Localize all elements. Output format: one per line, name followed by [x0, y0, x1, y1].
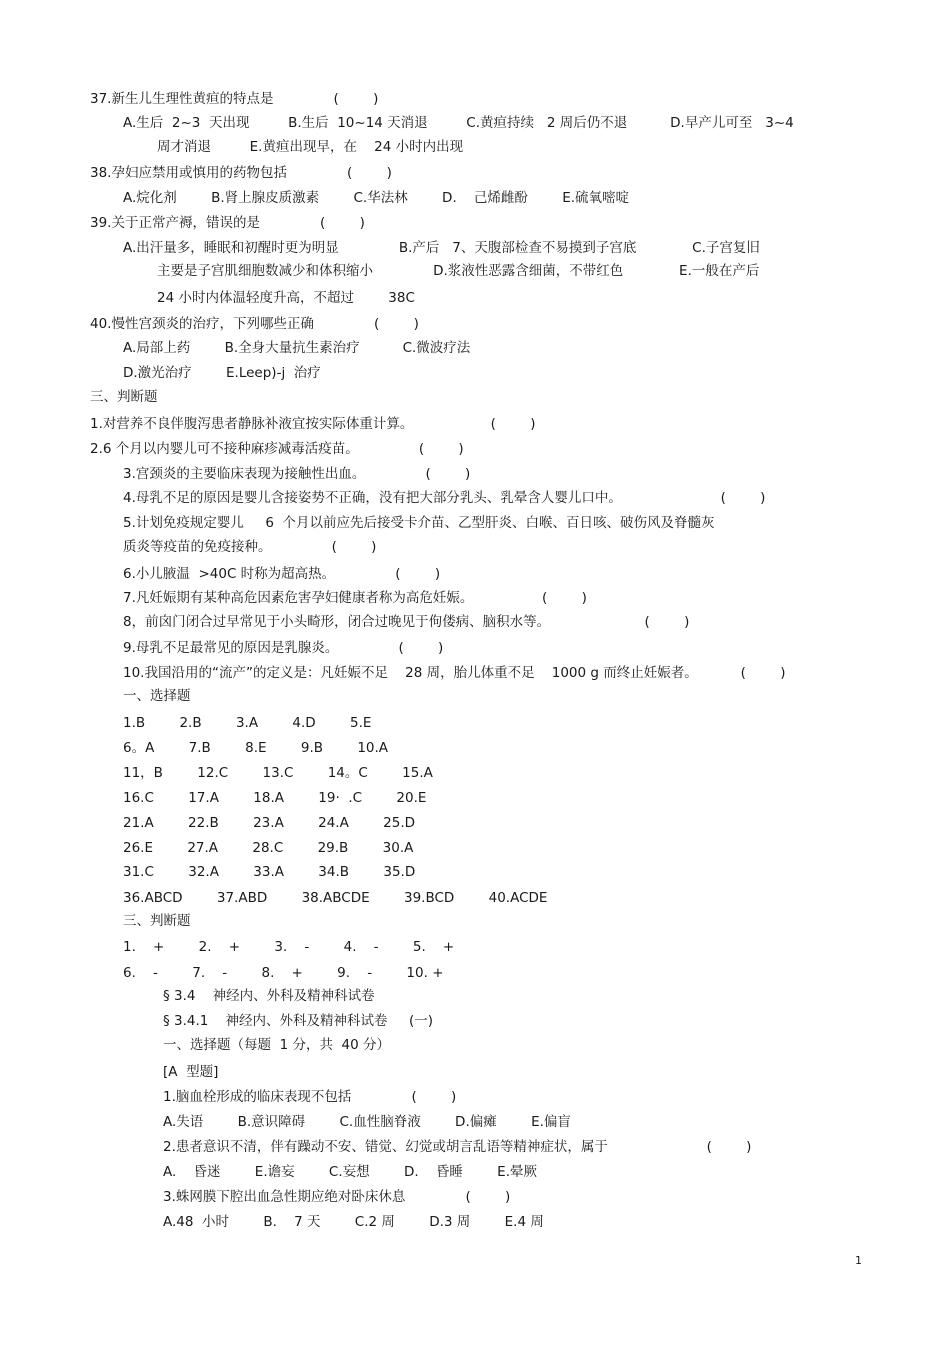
page-number: 1: [855, 1254, 862, 1267]
question-40: 40.慢性宫颈炎的治疗，下列哪些正确 ( ): [90, 316, 419, 332]
judgment-2: 2.6 个月以内婴儿可不接种麻疹减毒活疫苗。 ( ): [90, 441, 464, 457]
answer-row-5: 21.A 22.B 23.A 24.A 25.D: [123, 815, 416, 831]
judgment-3: 3.宫颈炎的主要临床表现为接触性出血。 ( ): [123, 466, 471, 482]
judgment-8: 8，前囟门闭合过早常见于小头畸形，闭合过晚见于佝偻病、脑积水等。 ( ): [123, 614, 690, 630]
answer-row-2: 6。A 7.B 8.E 9.B 10.A: [123, 740, 389, 756]
answer-row-6: 26.E 27.A 28.C 29.B 30.A: [123, 840, 414, 856]
neuro-question-2: 2.患者意识不清，伴有躁动不安、错觉、幻觉或胡言乱语等精神症状，属于 ( ): [163, 1139, 752, 1155]
question-37: 37.新生儿生理性黄疸的特点是 ( ): [90, 91, 379, 107]
judgment-5-cont: 质炎等疫苗的免疫接种。 ( ): [123, 539, 377, 555]
question-40-options: A.局部上药 B.全身大量抗生素治疗 C.微波疗法: [123, 340, 471, 356]
question-39-options-cont2: 24 小时内体温轻度升高，不超过 38C: [157, 290, 415, 306]
section-heading-judgment: 三、判断题: [90, 389, 158, 405]
answer-row-1: 1.B 2.B 3.A 4.D 5.E: [123, 715, 372, 731]
question-39: 39.关于正常产褥，错误的是 ( ): [90, 215, 365, 231]
neuro-question-3-options: A.48 小时 B. 7 天 C.2 周 D.3 周 E.4 周: [163, 1214, 544, 1230]
neuro-question-1-options: A.失语 B.意识障碍 C.血性脑脊液 D.偏瘫 E.偏盲: [163, 1114, 571, 1130]
judgment-5: 5.计划免疫规定婴儿 6 个月以前应先后接受卡介苗、乙型肝炎、白喉、百日咳、破伤风及脊髓灰: [123, 515, 715, 531]
answer-row-4: 16.C 17.A 18.A 19· .C 20.E: [123, 790, 427, 806]
neuro-question-2-options: A. 昏迷 E.谵妄 C.妄想 D. 昏睡 E.晕厥: [163, 1164, 537, 1180]
judgment-7: 7.凡妊娠期有某种高危因素危害孕妇健康者称为高危妊娠。 ( ): [123, 590, 587, 606]
section-3-4-title: § 3.4 神经内、外科及精神科试卷: [163, 988, 375, 1004]
answer-row-7: 31.C 32.A 33.A 34.B 35.D: [123, 864, 416, 880]
question-37-options: A.生后 2~3 天出现 B.生后 10~14 天消退 C.黄疸持续 2 周后仍不退 D.早产儿可至 3~4: [123, 115, 794, 131]
neuro-question-1: 1.脑血栓形成的临床表现不包括 ( ): [163, 1089, 457, 1105]
question-38-options: A.烷化剂 B.肾上腺皮质激素 C.华法林 D. 己烯雌酚 E.硫氧嘧啶: [123, 190, 630, 206]
judgment-10: 10.我国沿用的“流产”的定义是：凡妊娠不足 28 周，胎儿体重不足 1000 g 而终止妊娠者。 ( ): [123, 665, 786, 681]
type-a-heading: [A 型题]: [163, 1064, 219, 1080]
neuro-question-3: 3.蛛网膜下腔出血急性期应绝对卧床休息 ( ): [163, 1189, 511, 1205]
judgment-answer-row-2: 6. - 7. - 8. + 9. - 10. +: [123, 965, 444, 981]
judgment-6: 6.小儿腋温 >40C 时称为超高热。 ( ): [123, 566, 441, 582]
question-40-options-cont: D.激光治疗 E.Leep)-j 治疗: [123, 365, 321, 381]
answer-row-8: 36.ABCD 37.ABD 38.ABCDE 39.BCD 40.ACDE: [123, 890, 548, 906]
judgment-4: 4.母乳不足的原因是婴儿含接姿势不正确，没有把大部分乳头、乳晕含人婴儿口中。 ( ): [123, 490, 766, 506]
section-3-4-1-title: § 3.4.1 神经内、外科及精神科试卷 (一): [163, 1013, 434, 1029]
choice-section-heading: 一、选择题（每题 1 分，共 40 分）: [163, 1037, 391, 1053]
answer-heading-choice: 一、选择题: [123, 688, 191, 704]
answer-row-3: 11，B 12.C 13.C 14。C 15.A: [123, 765, 433, 781]
judgment-answer-row-1: 1. + 2. + 3. - 4. - 5. +: [123, 939, 455, 955]
question-37-options-cont: 周才消退 E.黄疸出现早，在 24 小时内出现: [157, 139, 464, 155]
question-39-options-cont: 主要是子宫肌细胞数减少和体积缩小 D.浆液性恶露含细菌，不带红色 E.一般在产后: [157, 263, 760, 279]
answer-heading-judgment: 三、判断题: [123, 913, 191, 929]
question-39-options: A.出汗量多，睡眠和初醒时更为明显 B.产后 7、天腹部检查不易摸到子宫底 C.子宫复旧: [123, 240, 760, 256]
judgment-9: 9.母乳不足最常见的原因是乳腺炎。 ( ): [123, 640, 444, 656]
judgment-1: 1.对营养不良伴腹泻患者静脉补液宜按实际体重计算。 ( ): [90, 416, 536, 432]
question-38: 38.孕妇应禁用或慎用的药物包括 ( ): [90, 165, 392, 181]
